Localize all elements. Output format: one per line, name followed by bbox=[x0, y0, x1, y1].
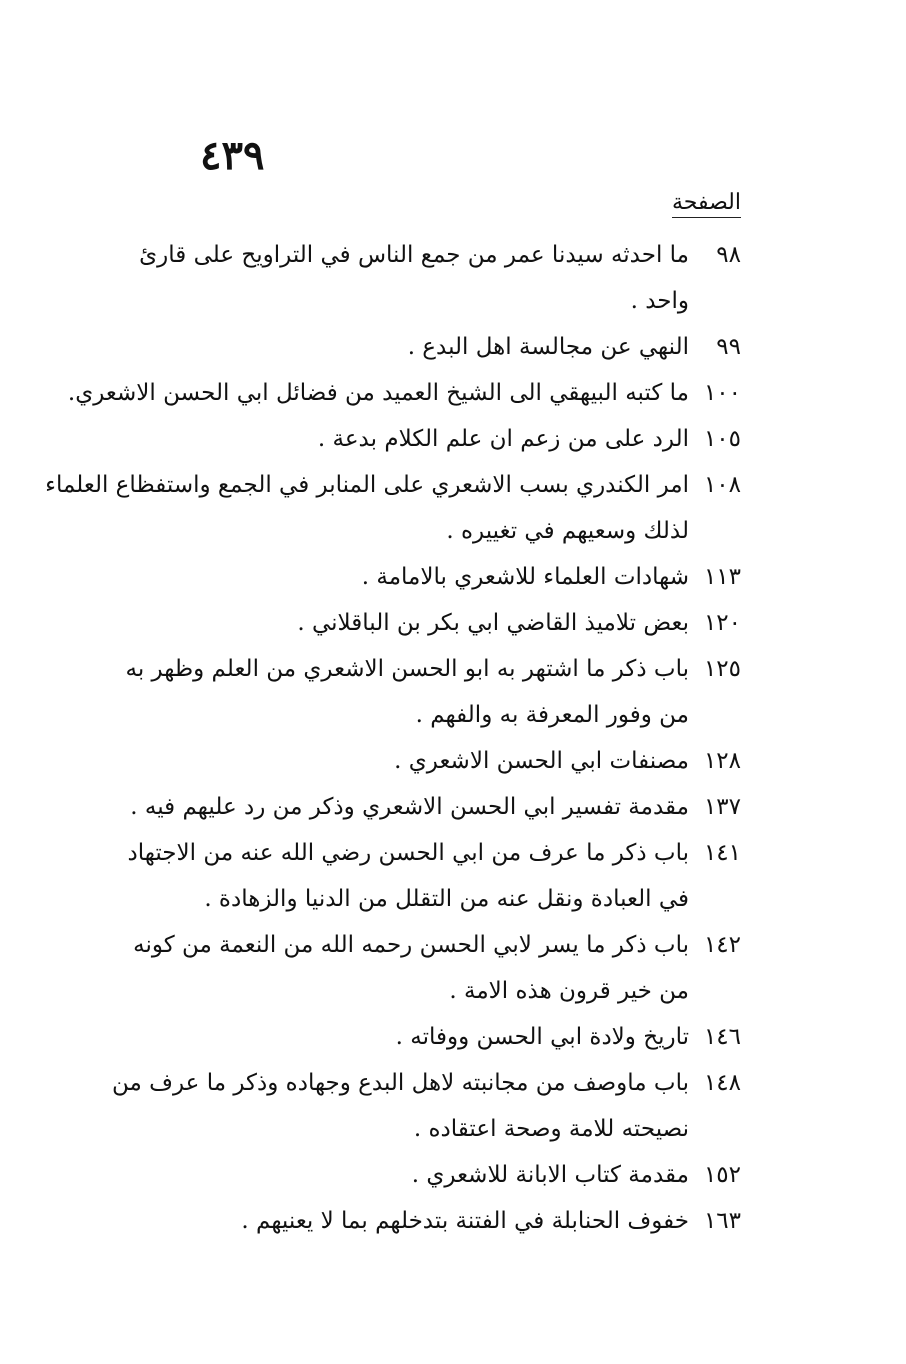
toc-entry-line: من خير قرون هذه الامة . bbox=[449, 978, 689, 1004]
toc-entry-line: شهادات العلماء للاشعري بالامامة . bbox=[361, 564, 689, 590]
toc-entry-page: ١٢٠ bbox=[703, 610, 741, 636]
toc-entry bbox=[151, 738, 741, 784]
toc-entry bbox=[151, 1198, 741, 1244]
toc-entry-page: ١٤٨ bbox=[703, 1070, 741, 1096]
toc-entry-title bbox=[151, 324, 689, 370]
toc-entry-line: نصيحته للامة وصحة اعتقاده . bbox=[413, 1116, 689, 1142]
toc-entry-line: من وفور المعرفة به والفهم . bbox=[415, 702, 689, 728]
toc-entry-title bbox=[151, 1198, 689, 1244]
toc-entry bbox=[127, 830, 741, 922]
toc-entry bbox=[151, 1014, 741, 1060]
page-number: ٤٣٩ bbox=[200, 132, 265, 179]
toc-entry bbox=[67, 370, 741, 416]
toc-entry bbox=[125, 646, 741, 738]
toc-entry-title bbox=[151, 554, 689, 600]
toc-entry-line: باب ذكر ما عرف من ابي الحسن رضي الله عنه من الاجتهاد bbox=[127, 840, 689, 866]
toc-entry-line: امر الكندري بسب الاشعري على المنابر في الجمع واستفظاع العلماء bbox=[45, 472, 689, 498]
toc-entry-title bbox=[151, 416, 689, 462]
toc-entry bbox=[151, 1152, 741, 1198]
toc-entry-title bbox=[151, 1152, 689, 1198]
toc-entry bbox=[139, 232, 741, 324]
toc-entry bbox=[151, 324, 741, 370]
toc-entry-line: الرد على من زعم ان علم الكلام بدعة . bbox=[317, 426, 689, 452]
toc-entry-page: ١٠٠ bbox=[703, 380, 741, 406]
toc-entry-line: مصنفات ابي الحسن الاشعري . bbox=[394, 748, 689, 774]
toc-entry-page: ١١٣ bbox=[703, 564, 741, 590]
toc-entry-title bbox=[45, 462, 689, 554]
toc-entry-page: ١٢٥ bbox=[703, 656, 741, 682]
toc-entry-page: ٩٨ bbox=[716, 242, 741, 268]
toc-entry bbox=[151, 416, 741, 462]
toc-entry-line: باب ذكر ما اشتهر به ابو الحسن الاشعري من العلم وظهر به bbox=[125, 656, 689, 682]
toc-entry-line: النهي عن مجالسة اهل البدع . bbox=[407, 334, 689, 360]
toc-entry-line: ما احدثه سيدنا عمر من جمع الناس في التراويح على قارئ bbox=[139, 242, 689, 268]
table-of-contents bbox=[45, 232, 741, 1244]
toc-entry-title bbox=[112, 1060, 689, 1152]
toc-entry-title bbox=[151, 738, 689, 784]
toc-entry bbox=[151, 600, 741, 646]
toc-entry bbox=[151, 554, 741, 600]
toc-entry bbox=[45, 462, 741, 554]
toc-entry-line: خفوف الحنابلة في الفتنة بتدخلهم بما لا يعنيهم . bbox=[241, 1208, 689, 1234]
toc-entry-title bbox=[139, 232, 689, 324]
toc-entry bbox=[112, 1060, 741, 1152]
toc-entry-line: مقدمة كتاب الابانة للاشعري . bbox=[411, 1162, 689, 1188]
toc-entry-line: تاريخ ولادة ابي الحسن ووفاته . bbox=[395, 1024, 689, 1050]
toc-entry-page: ١٤٢ bbox=[703, 932, 741, 958]
toc-entry-page: ١٣٧ bbox=[703, 794, 741, 820]
toc-entry-title bbox=[68, 370, 689, 416]
column-header: الصفحة bbox=[672, 190, 741, 218]
toc-entry-line: واحد . bbox=[630, 288, 689, 314]
toc-entry-line: باب ماوصف من مجانبته لاهل البدع وجهاده وذكر ما عرف من bbox=[112, 1070, 689, 1096]
toc-entry bbox=[133, 922, 741, 1014]
toc-entry-title bbox=[130, 784, 689, 830]
toc-entry-page: ١٠٥ bbox=[703, 426, 741, 452]
toc-entry-page: ١٥٢ bbox=[703, 1162, 741, 1188]
toc-entry-page: ١٤١ bbox=[703, 840, 741, 866]
toc-entry-line: مقدمة تفسير ابي الحسن الاشعري وذكر من رد عليهم فيه . bbox=[130, 794, 689, 820]
toc-entry-title bbox=[133, 922, 689, 1014]
toc-entry-title bbox=[127, 830, 689, 922]
toc-entry-page: ١٤٦ bbox=[703, 1024, 741, 1050]
toc-entry-line: في العبادة ونقل عنه من التقلل من الدنيا والزهادة . bbox=[204, 886, 689, 912]
toc-entry-page: ٩٩ bbox=[716, 334, 741, 360]
toc-entry-title bbox=[151, 600, 689, 646]
toc-entry-line: بعض تلاميذ القاضي ابي بكر بن الباقلاني . bbox=[297, 610, 689, 636]
toc-entry-title bbox=[125, 646, 689, 738]
toc-entry-page: ١٢٨ bbox=[703, 748, 741, 774]
toc-entry-line: باب ذكر ما يسر لابي الحسن رحمه الله من النعمة من كونه bbox=[133, 932, 689, 958]
toc-entry bbox=[130, 784, 741, 830]
toc-entry-title bbox=[151, 1014, 689, 1060]
toc-entry-page: ١٠٨ bbox=[703, 472, 741, 498]
toc-entry-line: ما كتبه البيهقي الى الشيخ العميد من فضائل ابي الحسن الاشعري. bbox=[67, 380, 689, 406]
toc-entry-page: ١٦٣ bbox=[703, 1208, 741, 1234]
toc-entry-line: لذلك وسعيهم في تغييره . bbox=[446, 518, 689, 544]
